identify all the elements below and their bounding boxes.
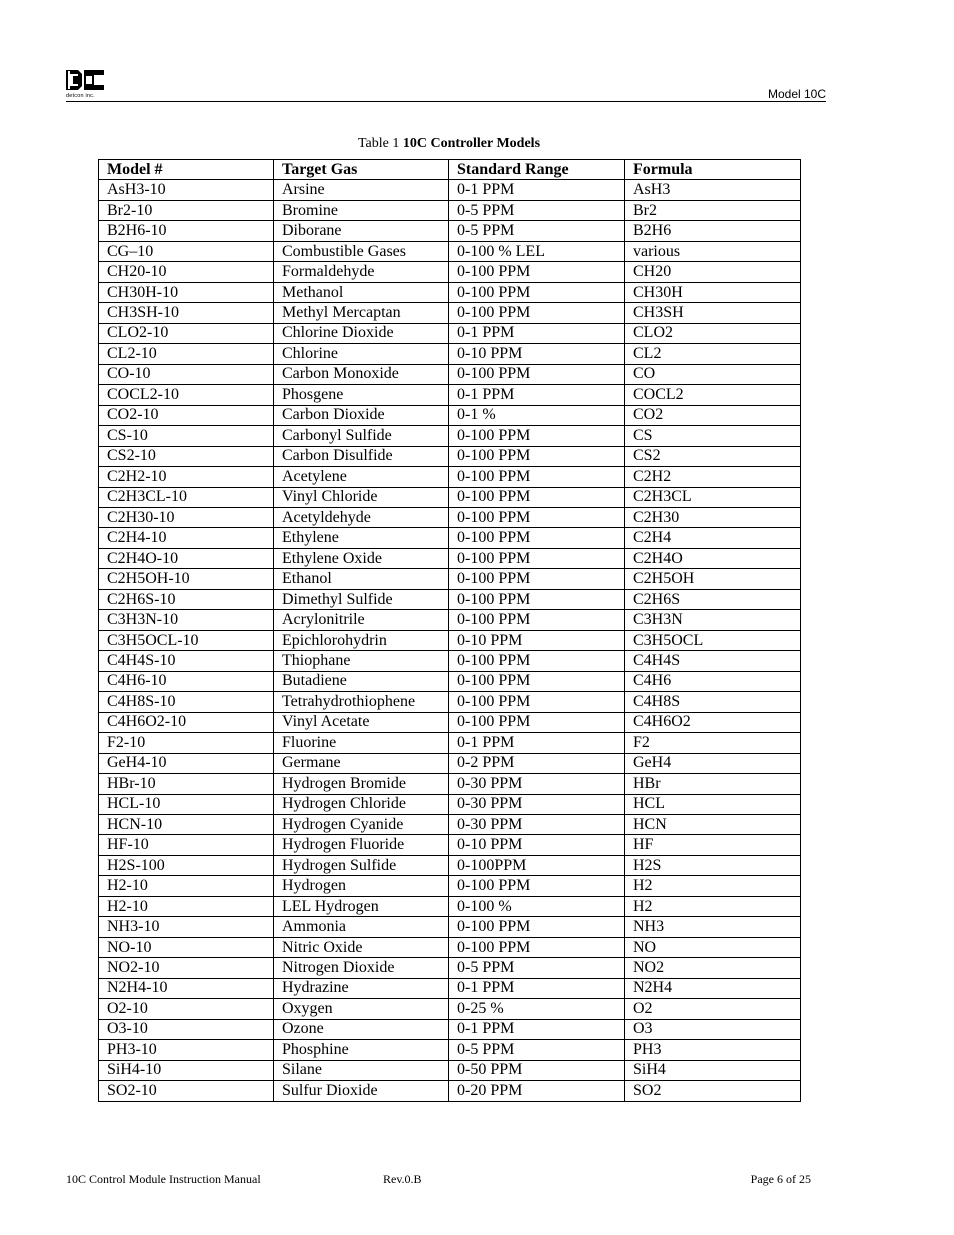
cell-standard-range: 0-5 PPM: [449, 200, 625, 220]
cell-formula: SO2: [625, 1081, 801, 1101]
cell-model-number: H2-10: [99, 876, 274, 896]
cell-standard-range: 0-20 PPM: [449, 1081, 625, 1101]
cell-standard-range: 0-2 PPM: [449, 753, 625, 773]
cell-standard-range: 0-100 PPM: [449, 712, 625, 732]
cell-formula: B2H6: [625, 221, 801, 241]
cell-formula: CS2: [625, 446, 801, 466]
cell-formula: C2H4: [625, 528, 801, 548]
cell-model-number: NO-10: [99, 937, 274, 957]
cell-model-number: F2-10: [99, 733, 274, 753]
cell-formula: O2: [625, 999, 801, 1019]
table-row: [99, 467, 801, 487]
cell-target-gas: Chlorine Dioxide: [274, 323, 449, 343]
cell-standard-range: 0-5 PPM: [449, 221, 625, 241]
table-row: [99, 835, 801, 855]
cell-target-gas: Hydrogen Bromide: [274, 774, 449, 794]
table-row: [99, 692, 801, 712]
table-row: [99, 405, 801, 425]
cell-model-number: AsH3-10: [99, 180, 274, 200]
cell-standard-range: 0-1 %: [449, 405, 625, 425]
cell-target-gas: Silane: [274, 1060, 449, 1080]
cell-model-number: B2H6-10: [99, 221, 274, 241]
cell-target-gas: Hydrogen Cyanide: [274, 815, 449, 835]
cell-model-number: C4H6O2-10: [99, 712, 274, 732]
table-row: [99, 651, 801, 671]
cell-standard-range: 0-30 PPM: [449, 774, 625, 794]
cell-formula: C4H6: [625, 671, 801, 691]
cell-target-gas: LEL Hydrogen: [274, 896, 449, 916]
cell-standard-range: 0-100 %: [449, 896, 625, 916]
table-row: [99, 364, 801, 384]
table-row: [99, 896, 801, 916]
table-row: [99, 978, 801, 998]
table-row: [99, 200, 801, 220]
cell-model-number: SiH4-10: [99, 1060, 274, 1080]
cell-model-number: CG–10: [99, 241, 274, 261]
cell-formula: GeH4: [625, 753, 801, 773]
table-caption: [98, 136, 800, 152]
header-model-number: Model #: [99, 160, 274, 180]
cell-target-gas: Oxygen: [274, 999, 449, 1019]
table-row: [99, 1060, 801, 1080]
table-row: [99, 1040, 801, 1060]
table-row: [99, 876, 801, 896]
cell-target-gas: Vinyl Acetate: [274, 712, 449, 732]
caption-prefix: Table 1: [357, 136, 400, 151]
cell-formula: C2H3CL: [625, 487, 801, 507]
cell-formula: CO2: [625, 405, 801, 425]
table-body: [99, 180, 801, 1101]
cell-formula: H2S: [625, 855, 801, 875]
table-row: [99, 180, 801, 200]
cell-standard-range: 0-100PPM: [449, 855, 625, 875]
cell-target-gas: Epichlorohydrin: [274, 630, 449, 650]
header-target-gas: Target Gas: [274, 160, 449, 180]
cell-target-gas: Thiophane: [274, 651, 449, 671]
table-row: [99, 241, 801, 261]
table-row: [99, 774, 801, 794]
cell-target-gas: Arsine: [274, 180, 449, 200]
table-row: [99, 1019, 801, 1039]
cell-formula: C4H4S: [625, 651, 801, 671]
table-row: [99, 487, 801, 507]
cell-target-gas: Hydrogen Fluoride: [274, 835, 449, 855]
cell-formula: Br2: [625, 200, 801, 220]
cell-standard-range: 0-50 PPM: [449, 1060, 625, 1080]
cell-target-gas: Carbonyl Sulfide: [274, 426, 449, 446]
cell-model-number: COCL2-10: [99, 385, 274, 405]
cell-formula: H2: [625, 896, 801, 916]
cell-standard-range: 0-100 PPM: [449, 548, 625, 568]
cell-model-number: N2H4-10: [99, 978, 274, 998]
table-row: [99, 569, 801, 589]
cell-target-gas: Dimethyl Sulfide: [274, 589, 449, 609]
cell-formula: AsH3: [625, 180, 801, 200]
cell-model-number: CLO2-10: [99, 323, 274, 343]
cell-model-number: CH20-10: [99, 262, 274, 282]
caption-title: 10C Controller Models: [402, 136, 541, 151]
cell-target-gas: Phosphine: [274, 1040, 449, 1060]
footer-revision: Rev.0.B: [383, 1172, 422, 1186]
cell-target-gas: Nitric Oxide: [274, 937, 449, 957]
cell-standard-range: 0-100 PPM: [449, 426, 625, 446]
cell-formula: HF: [625, 835, 801, 855]
cell-standard-range: 0-5 PPM: [449, 1040, 625, 1060]
cell-standard-range: 0-25 %: [449, 999, 625, 1019]
cell-standard-range: 0-100 % LEL: [449, 241, 625, 261]
cell-model-number: NH3-10: [99, 917, 274, 937]
cell-model-number: O2-10: [99, 999, 274, 1019]
table-row: [99, 344, 801, 364]
cell-formula: NH3: [625, 917, 801, 937]
cell-standard-range: 0-100 PPM: [449, 917, 625, 937]
cell-target-gas: Bromine: [274, 200, 449, 220]
cell-target-gas: Sulfur Dioxide: [274, 1081, 449, 1101]
cell-model-number: HCN-10: [99, 815, 274, 835]
cell-model-number: HF-10: [99, 835, 274, 855]
table-row: [99, 917, 801, 937]
header-standard-range: Standard Range: [449, 160, 625, 180]
table-row: [99, 262, 801, 282]
cell-standard-range: 0-100 PPM: [449, 446, 625, 466]
cell-model-number: GeH4-10: [99, 753, 274, 773]
cell-formula: C2H6S: [625, 589, 801, 609]
table-row: [99, 712, 801, 732]
cell-standard-range: 0-100 PPM: [449, 937, 625, 957]
table-row: [99, 958, 801, 978]
detcon-logo-mark: [66, 69, 106, 93]
cell-formula: C4H8S: [625, 692, 801, 712]
table-row: [99, 282, 801, 302]
cell-target-gas: Hydrogen Chloride: [274, 794, 449, 814]
cell-target-gas: Chlorine: [274, 344, 449, 364]
table-row: [99, 385, 801, 405]
cell-target-gas: Hydrogen Sulfide: [274, 855, 449, 875]
cell-target-gas: Acetylene: [274, 467, 449, 487]
cell-target-gas: Formaldehyde: [274, 262, 449, 282]
logo-text: detcon inc.: [66, 93, 95, 99]
cell-model-number: C2H6S-10: [99, 589, 274, 609]
cell-standard-range: 0-10 PPM: [449, 344, 625, 364]
table-row: [99, 753, 801, 773]
cell-target-gas: Phosgene: [274, 385, 449, 405]
table-row: [99, 446, 801, 466]
cell-target-gas: Fluorine: [274, 733, 449, 753]
cell-formula: SiH4: [625, 1060, 801, 1080]
cell-model-number: C2H4-10: [99, 528, 274, 548]
cell-formula: CS: [625, 426, 801, 446]
cell-formula: CH30H: [625, 282, 801, 302]
table-row: [99, 426, 801, 446]
cell-formula: C4H6O2: [625, 712, 801, 732]
cell-model-number: H2S-100: [99, 855, 274, 875]
cell-standard-range: 0-5 PPM: [449, 958, 625, 978]
cell-formula: CH20: [625, 262, 801, 282]
cell-target-gas: Methanol: [274, 282, 449, 302]
cell-formula: C2H4O: [625, 548, 801, 568]
cell-standard-range: 0-100 PPM: [449, 303, 625, 323]
cell-standard-range: 0-100 PPM: [449, 262, 625, 282]
cell-target-gas: Acrylonitrile: [274, 610, 449, 630]
controller-models-table: [98, 159, 801, 1102]
cell-model-number: H2-10: [99, 896, 274, 916]
cell-standard-range: 0-1 PPM: [449, 385, 625, 405]
cell-model-number: C2H3CL-10: [99, 487, 274, 507]
cell-standard-range: 0-1 PPM: [449, 733, 625, 753]
cell-standard-range: 0-100 PPM: [449, 487, 625, 507]
cell-model-number: C3H5OCL-10: [99, 630, 274, 650]
cell-formula: N2H4: [625, 978, 801, 998]
cell-standard-range: 0-100 PPM: [449, 282, 625, 302]
cell-formula: C3H5OCL: [625, 630, 801, 650]
cell-formula: various: [625, 241, 801, 261]
table-header-row: [99, 160, 801, 180]
table-row: [99, 630, 801, 650]
cell-model-number: CL2-10: [99, 344, 274, 364]
cell-target-gas: Methyl Mercaptan: [274, 303, 449, 323]
cell-formula: O3: [625, 1019, 801, 1039]
cell-model-number: C4H8S-10: [99, 692, 274, 712]
cell-target-gas: Ozone: [274, 1019, 449, 1039]
cell-formula: HCN: [625, 815, 801, 835]
cell-target-gas: Diborane: [274, 221, 449, 241]
header-rule: [66, 101, 826, 102]
cell-model-number: O3-10: [99, 1019, 274, 1039]
cell-standard-range: 0-1 PPM: [449, 180, 625, 200]
cell-model-number: CH30H-10: [99, 282, 274, 302]
table-row: [99, 221, 801, 241]
cell-model-number: HCL-10: [99, 794, 274, 814]
table-row: [99, 733, 801, 753]
cell-model-number: CH3SH-10: [99, 303, 274, 323]
cell-standard-range: 0-100 PPM: [449, 671, 625, 691]
cell-formula: CL2: [625, 344, 801, 364]
cell-target-gas: Hydrazine: [274, 978, 449, 998]
table-row: [99, 548, 801, 568]
cell-model-number: CS-10: [99, 426, 274, 446]
cell-model-number: NO2-10: [99, 958, 274, 978]
cell-standard-range: 0-100 PPM: [449, 507, 625, 527]
cell-standard-range: 0-100 PPM: [449, 364, 625, 384]
cell-target-gas: Ethanol: [274, 569, 449, 589]
cell-target-gas: Carbon Disulfide: [274, 446, 449, 466]
cell-formula: C2H30: [625, 507, 801, 527]
cell-model-number: SO2-10: [99, 1081, 274, 1101]
cell-formula: F2: [625, 733, 801, 753]
table-row: [99, 999, 801, 1019]
table-row: [99, 589, 801, 609]
cell-target-gas: Carbon Dioxide: [274, 405, 449, 425]
cell-formula: C3H3N: [625, 610, 801, 630]
cell-standard-range: 0-100 PPM: [449, 610, 625, 630]
cell-model-number: C4H6-10: [99, 671, 274, 691]
table-row: [99, 855, 801, 875]
cell-target-gas: Tetrahydrothiophene: [274, 692, 449, 712]
cell-formula: CLO2: [625, 323, 801, 343]
cell-standard-range: 0-100 PPM: [449, 569, 625, 589]
cell-standard-range: 0-1 PPM: [449, 323, 625, 343]
cell-target-gas: Butadiene: [274, 671, 449, 691]
cell-formula: HBr: [625, 774, 801, 794]
cell-target-gas: Carbon Monoxide: [274, 364, 449, 384]
footer-page-number: Page 6 of 25: [750, 1172, 811, 1186]
cell-formula: COCL2: [625, 385, 801, 405]
cell-formula: HCL: [625, 794, 801, 814]
header-model: Model 10C: [767, 87, 826, 101]
cell-model-number: Br2-10: [99, 200, 274, 220]
cell-formula: C2H2: [625, 467, 801, 487]
cell-target-gas: Ethylene: [274, 528, 449, 548]
cell-formula: CH3SH: [625, 303, 801, 323]
cell-formula: H2: [625, 876, 801, 896]
footer-manual-title: 10C Control Module Instruction Manual: [66, 1172, 261, 1186]
cell-model-number: HBr-10: [99, 774, 274, 794]
cell-standard-range: 0-100 PPM: [449, 589, 625, 609]
table-row: [99, 610, 801, 630]
cell-model-number: C2H4O-10: [99, 548, 274, 568]
cell-model-number: C3H3N-10: [99, 610, 274, 630]
cell-standard-range: 0-10 PPM: [449, 630, 625, 650]
table-row: [99, 937, 801, 957]
cell-standard-range: 0-100 PPM: [449, 528, 625, 548]
table-row: [99, 794, 801, 814]
cell-model-number: C2H5OH-10: [99, 569, 274, 589]
cell-standard-range: 0-30 PPM: [449, 815, 625, 835]
table-row: [99, 815, 801, 835]
table-row: [99, 323, 801, 343]
table-row: [99, 528, 801, 548]
cell-target-gas: Combustible Gases: [274, 241, 449, 261]
cell-target-gas: Ethylene Oxide: [274, 548, 449, 568]
cell-model-number: CO2-10: [99, 405, 274, 425]
cell-standard-range: 0-1 PPM: [449, 978, 625, 998]
cell-formula: NO2: [625, 958, 801, 978]
table-row: [99, 1081, 801, 1101]
cell-model-number: C2H30-10: [99, 507, 274, 527]
cell-model-number: C2H2-10: [99, 467, 274, 487]
cell-standard-range: 0-100 PPM: [449, 651, 625, 671]
cell-standard-range: 0-10 PPM: [449, 835, 625, 855]
cell-target-gas: Acetyldehyde: [274, 507, 449, 527]
table-row: [99, 507, 801, 527]
cell-target-gas: Germane: [274, 753, 449, 773]
cell-model-number: PH3-10: [99, 1040, 274, 1060]
detcon-logo: [66, 69, 106, 101]
cell-target-gas: Ammonia: [274, 917, 449, 937]
cell-standard-range: 0-100 PPM: [449, 467, 625, 487]
cell-model-number: CO-10: [99, 364, 274, 384]
header-formula: Formula: [625, 160, 801, 180]
cell-standard-range: 0-1 PPM: [449, 1019, 625, 1039]
table-row: [99, 303, 801, 323]
cell-standard-range: 0-100 PPM: [449, 692, 625, 712]
cell-model-number: CS2-10: [99, 446, 274, 466]
cell-formula: C2H5OH: [625, 569, 801, 589]
cell-formula: CO: [625, 364, 801, 384]
cell-formula: PH3: [625, 1040, 801, 1060]
cell-target-gas: Vinyl Chloride: [274, 487, 449, 507]
cell-target-gas: Hydrogen: [274, 876, 449, 896]
cell-standard-range: 0-100 PPM: [449, 876, 625, 896]
table-row: [99, 671, 801, 691]
cell-formula: NO: [625, 937, 801, 957]
cell-standard-range: 0-30 PPM: [449, 794, 625, 814]
cell-model-number: C4H4S-10: [99, 651, 274, 671]
cell-target-gas: Nitrogen Dioxide: [274, 958, 449, 978]
